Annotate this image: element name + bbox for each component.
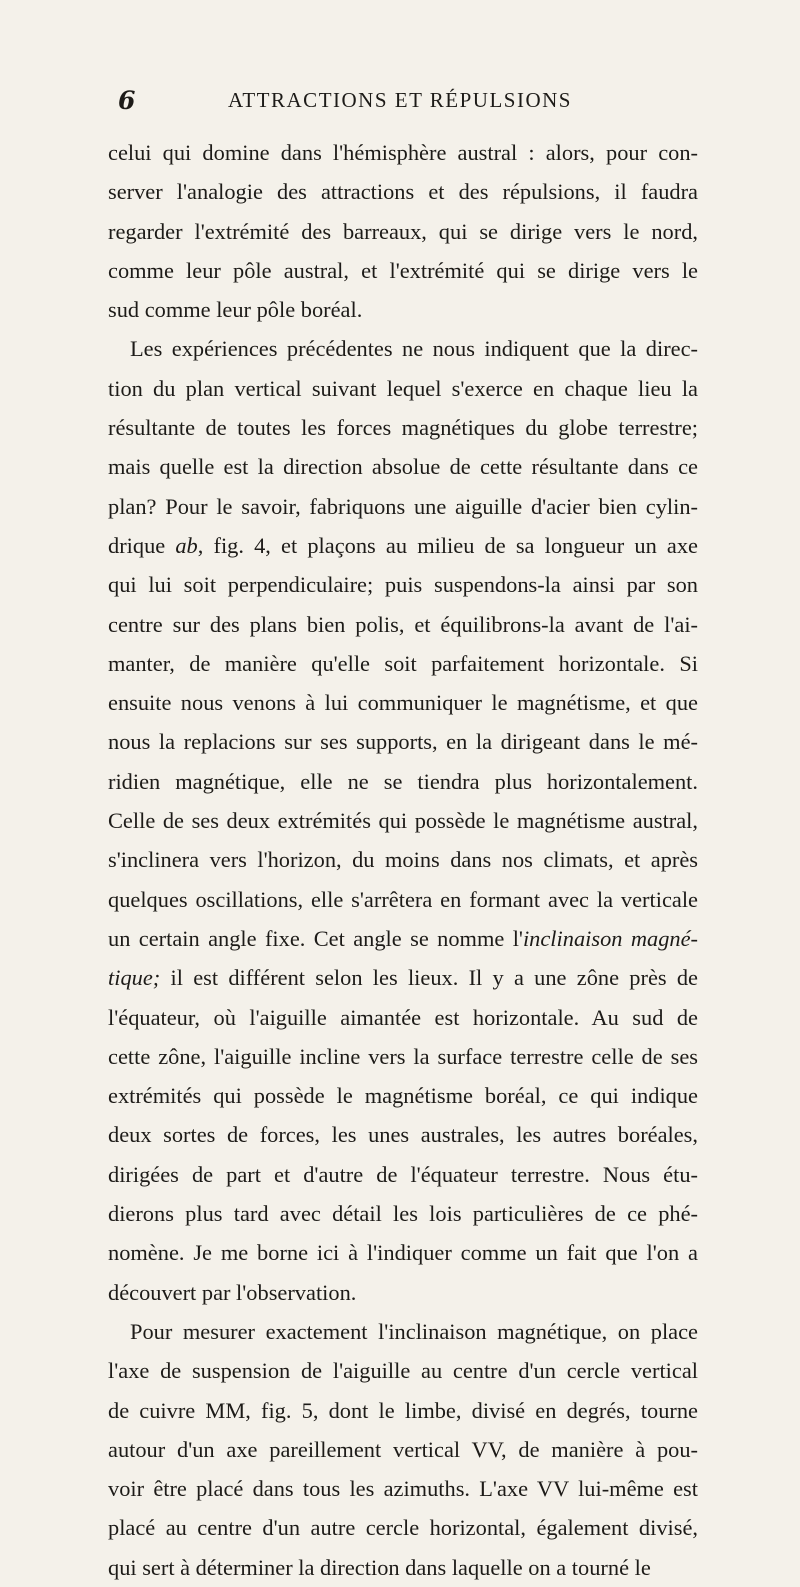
text-line bbox=[108, 958, 698, 997]
text-line: server l'analogie des attractions et des répulsions, il faudra bbox=[108, 179, 698, 205]
text-line: qui sert à déterminer la direction dans laquelle on a tourné le bbox=[108, 1554, 651, 1580]
text-line: ridien magnétique, elle ne se tiendra plus horizontalement. bbox=[108, 768, 698, 794]
text-line: s'inclinera vers l'horizon, du moins dans nos climats, et après bbox=[108, 847, 698, 873]
text-line: voir être placé dans tous les azimuths. L'axe VV lui-même est bbox=[108, 1476, 698, 1502]
text-line: résultante de toutes les forces magnétiques du globe terrestre; bbox=[108, 415, 698, 441]
text-line: plan? Pour le savoir, fabriquons une aiguille d'acier bien cylin- bbox=[108, 493, 698, 519]
text-line: autour d'un axe pareillement vertical VV, de manière à pou- bbox=[108, 1436, 698, 1462]
text-line: l'équateur, où l'aiguille aimantée est horizontale. Au sud de bbox=[108, 1004, 698, 1030]
text-line: Les expériences précédentes ne nous indiquent que la direc- bbox=[130, 336, 698, 362]
text-line: ensuite nous venons à lui communiquer le magnétisme, et que bbox=[108, 690, 698, 716]
italic-term: ab bbox=[175, 532, 198, 558]
text-line: placé au centre d'un autre cercle horizontal, également divisé, bbox=[108, 1515, 698, 1541]
text-line: dierons plus tard avec détail les lois particulières de ce phé- bbox=[108, 1201, 698, 1227]
page-header bbox=[0, 86, 800, 120]
text-line: Celle de ses deux extrémités qui possède le magnétisme austral, bbox=[108, 808, 698, 834]
running-head: ATTRACTIONS ET RÉPULSIONS bbox=[228, 88, 572, 112]
text-line: qui lui soit perpendiculaire; puis suspendons-la ainsi par son bbox=[108, 572, 698, 598]
text-line: celui qui domine dans l'hémisphère austral : alors, pour con- bbox=[108, 140, 698, 165]
page-number: 6 bbox=[118, 86, 136, 115]
text-segment: un certain angle fixe. Cet angle se nomme l' bbox=[108, 925, 523, 951]
text-line: tion du plan vertical suivant lequel s'exerce en chaque lieu la bbox=[108, 375, 698, 401]
text-line: Pour mesurer exactement l'inclinaison magnétique, on place bbox=[130, 1318, 698, 1344]
italic-term: inclinaison magné- bbox=[522, 925, 699, 951]
text-line: cette zône, l'aiguille incline vers la surface terrestre celle de ses bbox=[108, 1043, 698, 1069]
text-line: découvert par l'observation. bbox=[108, 1279, 357, 1305]
text-line: dirigées de part et d'autre de l'équateur terrestre. Nous étu- bbox=[108, 1161, 698, 1187]
text-line: deux sortes de forces, les unes australes, les autres boréales, bbox=[108, 1122, 698, 1148]
text-line: manter, de manière qu'elle soit parfaitement horizontale. Si bbox=[108, 650, 698, 676]
text-line: regarder l'extrémité des barreaux, qui se dirige vers le nord, bbox=[108, 218, 698, 244]
text-segment: il est différent selon les lieux. Il y a une zône près de bbox=[160, 965, 698, 991]
text-line: nous la replacions sur ses supports, en la dirigeant dans le mé- bbox=[108, 729, 698, 755]
text-line: comme leur pôle austral, et l'extrémité qui se dirige vers le bbox=[108, 257, 698, 283]
text-line: mais quelle est la direction absolue de cette résultante dans ce bbox=[108, 454, 698, 480]
text-line: l'axe de suspension de l'aiguille au centre d'un cercle vertical bbox=[108, 1358, 698, 1384]
text-line: quelques oscillations, elle s'arrêtera en formant avec la verticale bbox=[108, 886, 698, 912]
text-line: centre sur des plans bien polis, et équilibrons-la avant de l'ai- bbox=[108, 611, 698, 637]
text-line: extrémités qui possède le magnétisme boréal, ce qui indique bbox=[108, 1083, 698, 1109]
text-segment: , fig. 4, et plaçons au milieu de sa longueur un axe bbox=[197, 532, 698, 558]
text-line bbox=[108, 526, 698, 565]
body-text bbox=[108, 133, 698, 1587]
text-line: sud comme leur pôle boréal. bbox=[108, 297, 363, 323]
text-line: nomène. Je me borne ici à l'indiquer comme un fait que l'on a bbox=[108, 1240, 698, 1266]
text-segment: drique bbox=[108, 532, 176, 558]
text-line: de cuivre MM, fig. 5, dont le limbe, divisé en degrés, tourne bbox=[108, 1397, 698, 1423]
text-line bbox=[108, 919, 698, 958]
italic-term: tique; bbox=[108, 965, 161, 991]
